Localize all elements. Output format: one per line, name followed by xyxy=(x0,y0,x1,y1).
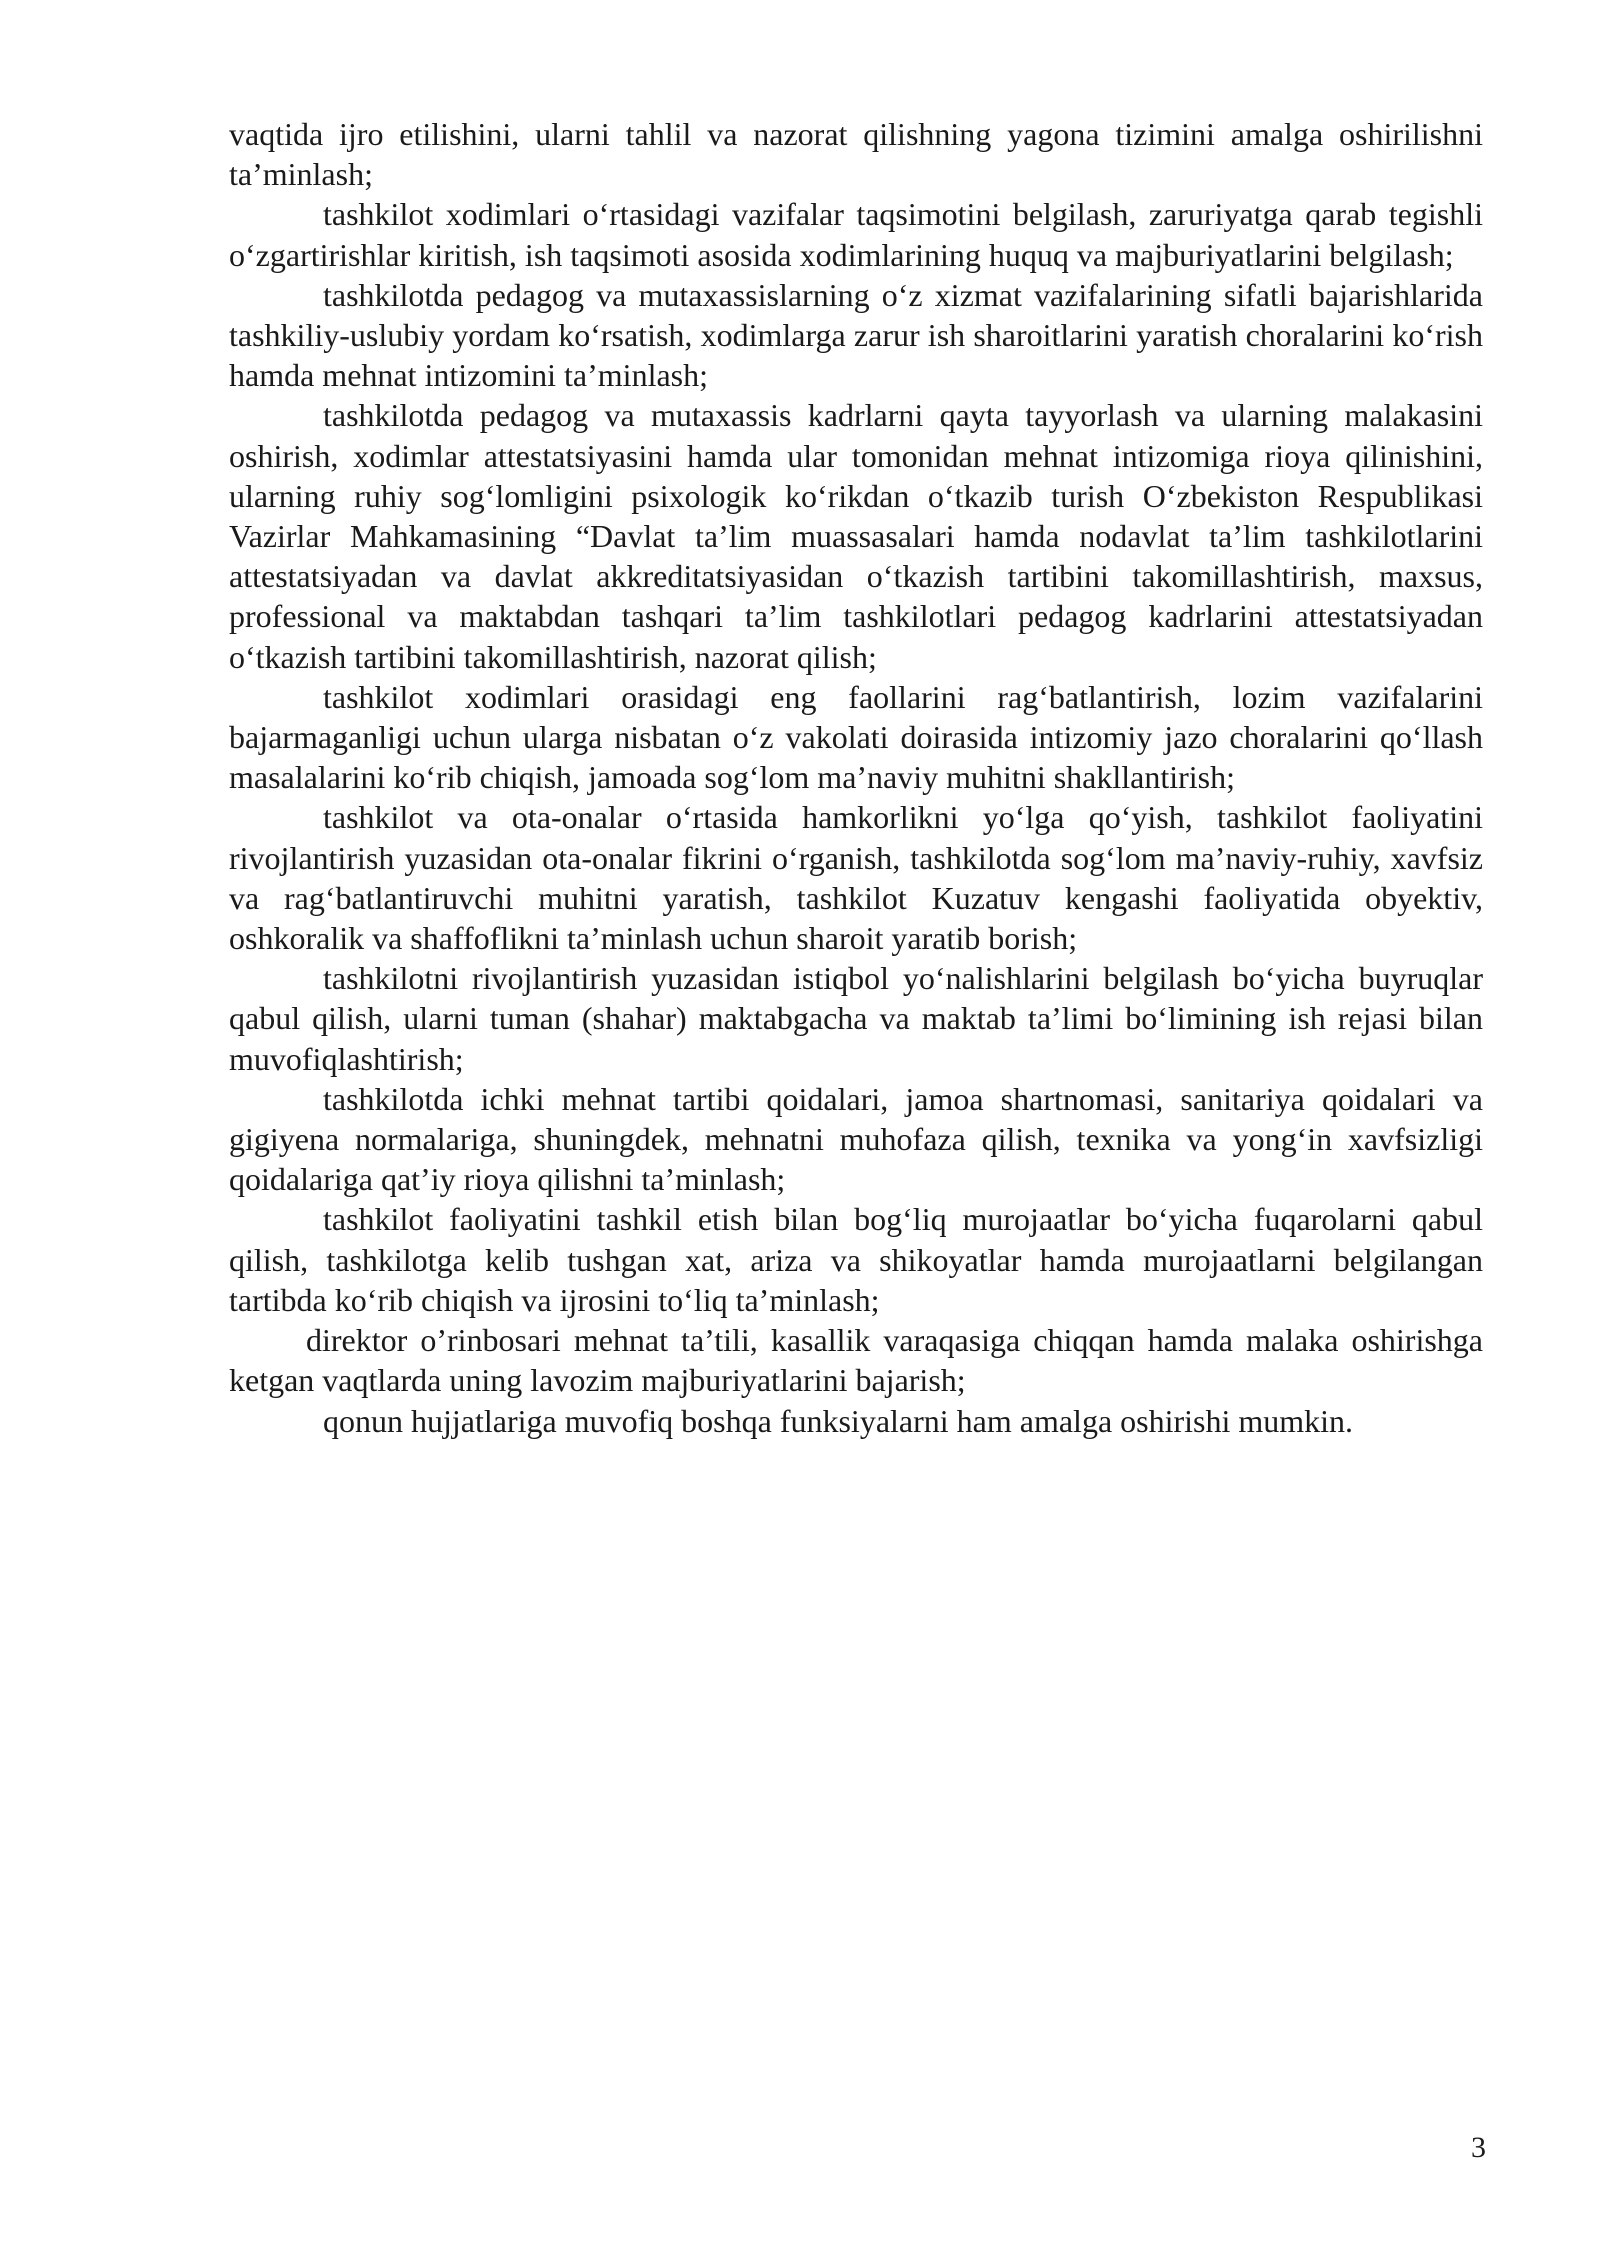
paragraph-8: tashkilotda ichki mehnat tartibi qoidalari, jamoa shartnomasi, sanitariya qoidalari va gigiyena normalariga, shuningdek, mehnatni muhofaza qilish, texnika va yong‘in xavfsizligi qoidalariga qat’iy rioya qilishni ta’minlash; xyxy=(229,1080,1483,1198)
paragraph-5: tashkilot xodimlari orasidagi eng faollarini rag‘batlantirish, lozim vazifalarini bajarmaganligi uchun ularga nisbatan o‘z vakolati doirasida intizomiy jazo choralarini qo‘llash masalalarini ko‘rib chiqish, jamoada sog‘lom ma’naviy muhitni shakllantirish; xyxy=(229,678,1483,796)
paragraph-9: tashkilot faoliyatini tashkil etish bilan bog‘liq murojaatlar bo‘yicha fuqarolarni qabul qilish, tashkilotga kelib tushgan xat, ariza va shikoyatlar hamda murojaatlarni belgilangan tartibda ko‘rib chiqish va ijrosini to‘liq ta’minlash; xyxy=(229,1201,1483,1318)
paragraph-2: tashkilot xodimlari o‘rtasidagi vazifalar taqsimotini belgilash, zaruriyatga qarab tegishli o‘zgartirishlar kiritish, ish taqsimoti asosida xodimlarining huquq va majburiyatlarini belgilash; xyxy=(229,196,1483,273)
paragraph-1: vaqtida ijro etilishini, ularni tahlil va nazorat qilishning yagona tizimini amalga oshirilishni ta’minlash; xyxy=(229,116,1483,193)
paragraph-7: tashkilotni rivojlantirish yuzasidan istiqbol yo‘nalishlarini belgilash bo‘yicha buyruqlar qabul qilish, ularni tuman (shahar) maktabgacha va maktab ta’limi bo‘limining ish rejasi bilan muvofiqlashtirish; xyxy=(229,960,1483,1077)
paragraph-4: tashkilotda pedagog va mutaxassis kadrlarni qayta tayyorlash va ularning malakasini oshirish, xodimlar attestatsiyasini hamda ular tomonidan mehnat intizomiga rioya qilinishini, ularning ruhiy sog‘lomligini psixologik ko‘rikdan o‘tkazib turish O‘zbekiston Respublikasi Vazirlar Mahkamasining “Davlat ta’lim muassasalari hamda nodavlat ta’lim tashkilotlarini attestatsiyadan va davlat akkreditatsiyasidan o‘tkazish tartibini takomillashtirish, maxsus, professional va maktabdan tashqari ta’lim tashkilotlari pedagog kadrlarini attestatsiyadan o‘tkazish tartibini takomillashtirish, nazorat qilish; xyxy=(229,397,1483,675)
paragraph-3: tashkilotda pedagog va mutaxassislarning o‘z xizmat vazifalarining sifatli bajarishlarida tashkiliy-uslubiy yordam ko‘rsatish, xodimlarga zarur ish sharoitlarini yaratish choralarini ko‘rish hamda mehnat intizomini ta’minlash; xyxy=(229,276,1483,394)
paragraph-6: tashkilot va ota-onalar o‘rtasida hamkorlikni yo‘lga qo‘yish, tashkilot faoliyatini rivojlantirish yuzasidan ota-onalar fikrini o‘rganish, tashkilotda sog‘lom ma’naviy-ruhiy, xavfsiz va rag‘batlantiruvchi muhitni yaratish, tashkilot Kuzatuv kengashi faoliyatida obyektiv, oshkoralik va shaffoflikni ta’minlash uchun sharoit yaratib borish; xyxy=(229,799,1483,957)
document-body xyxy=(229,114,1483,1441)
page-number: 3 xyxy=(1471,2131,1486,2164)
paragraph-11: qonun hujjatlariga muvofiq boshqa funksiyalarni ham amalga oshirishi mumkin. xyxy=(323,1402,1354,1439)
paragraph-10: direktor o’rinbosari mehnat ta’tili, kasallik varaqasiga chiqqan hamda malaka oshirishga ketgan vaqtlarda uning lavozim majburiyatlarini bajarish; xyxy=(229,1322,1483,1399)
